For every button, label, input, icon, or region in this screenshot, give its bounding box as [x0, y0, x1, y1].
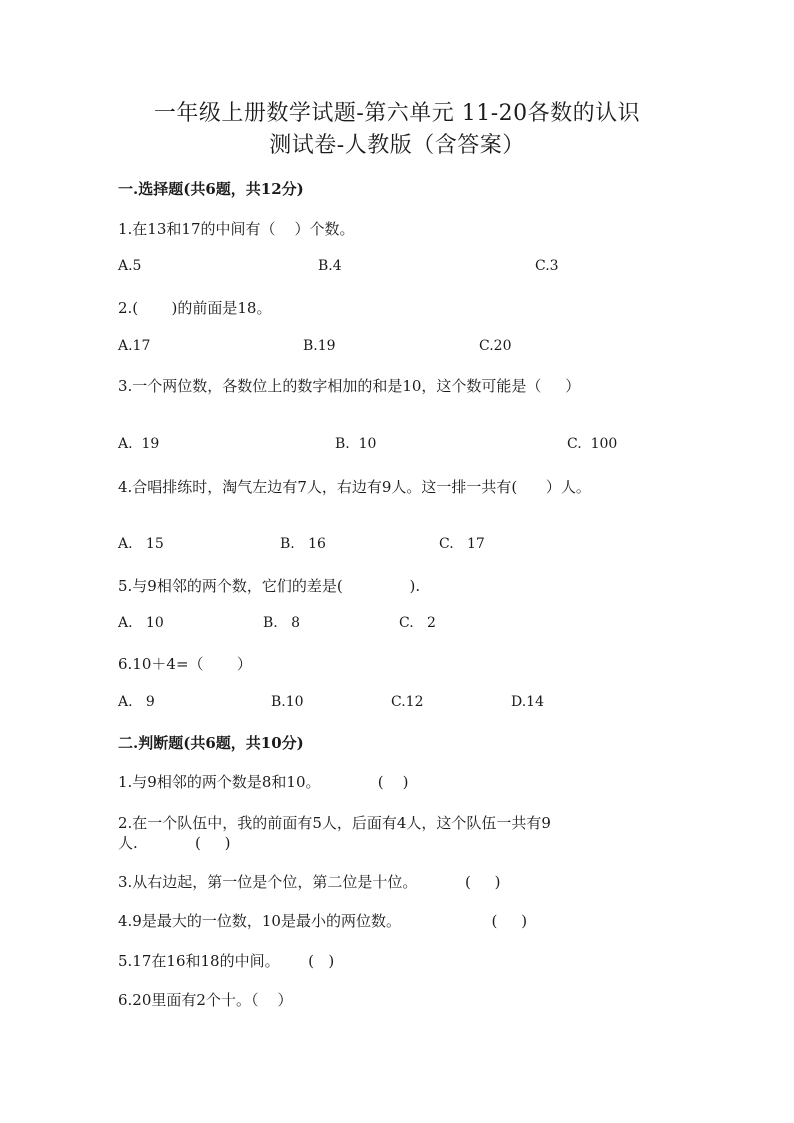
judgement-question: 4.9是最大的一位数，10是最小的两位数。 ( ) — [118, 912, 528, 930]
question-text: 1.在13和17的中间有（ ）个数。 — [118, 220, 355, 238]
document-title-line-2: 测试卷-人教版（含答案） — [269, 133, 525, 158]
option-c: C.3 — [535, 258, 559, 274]
judgement-question: 5.17在16和18的中间。 ( ) — [118, 952, 335, 970]
judgement-question: 2.在一个队伍中，我的前面有5人，后面有4人，这个队伍一共有9 — [118, 814, 551, 832]
section-heading-true-false: 二.判断题(共6题，共10分) — [118, 734, 304, 752]
option-c: C.12 — [391, 694, 424, 710]
option-b: B.10 — [271, 694, 304, 710]
option-a: A. 9 — [118, 694, 155, 710]
question-text: 4.合唱排练时，淘气左边有7人，右边有9人。这一排一共有( ）人。 — [118, 478, 591, 496]
option-a: A.17 — [118, 338, 151, 354]
section-heading-multiple-choice: 一.选择题(共6题，共12分) — [118, 180, 304, 198]
judgement-question: 3.从右边起，第一位是个位，第二位是十位。 ( ) — [118, 873, 501, 891]
document-title-line-1: 一年级上册数学试题-第六单元 11-20各数的认识 — [153, 101, 641, 126]
question-text: 6.10＋4=（ ） — [118, 655, 252, 673]
question-text: 3.一个两位数，各数位上的数字相加的和是10，这个数可能是（ ） — [118, 377, 581, 395]
option-d: D.14 — [511, 694, 544, 710]
option-c: C.20 — [479, 338, 512, 354]
option-c: C. 2 — [399, 615, 436, 631]
judgement-question-continued: 人. ( ) — [118, 834, 231, 852]
option-c: C. 17 — [439, 536, 485, 552]
question-text: 5.与9相邻的两个数，它们的差是( ). — [118, 577, 421, 595]
judgement-question: 1.与9相邻的两个数是8和10。 ( ) — [118, 773, 409, 791]
option-b: B.4 — [318, 258, 342, 274]
judgement-question: 6.20里面有2个十。（ ） — [118, 991, 293, 1009]
option-a: A. 19 — [118, 436, 160, 452]
option-a: A.5 — [118, 258, 142, 274]
option-b: B.19 — [303, 338, 336, 354]
option-b: B. 16 — [280, 536, 326, 552]
question-text: 2.( )的前面是18。 — [118, 299, 272, 317]
option-b: B. 10 — [335, 436, 377, 452]
option-a: A. 10 — [118, 615, 164, 631]
option-c: C. 100 — [567, 436, 618, 452]
option-a: A. 15 — [118, 536, 164, 552]
option-b: B. 8 — [263, 615, 300, 631]
